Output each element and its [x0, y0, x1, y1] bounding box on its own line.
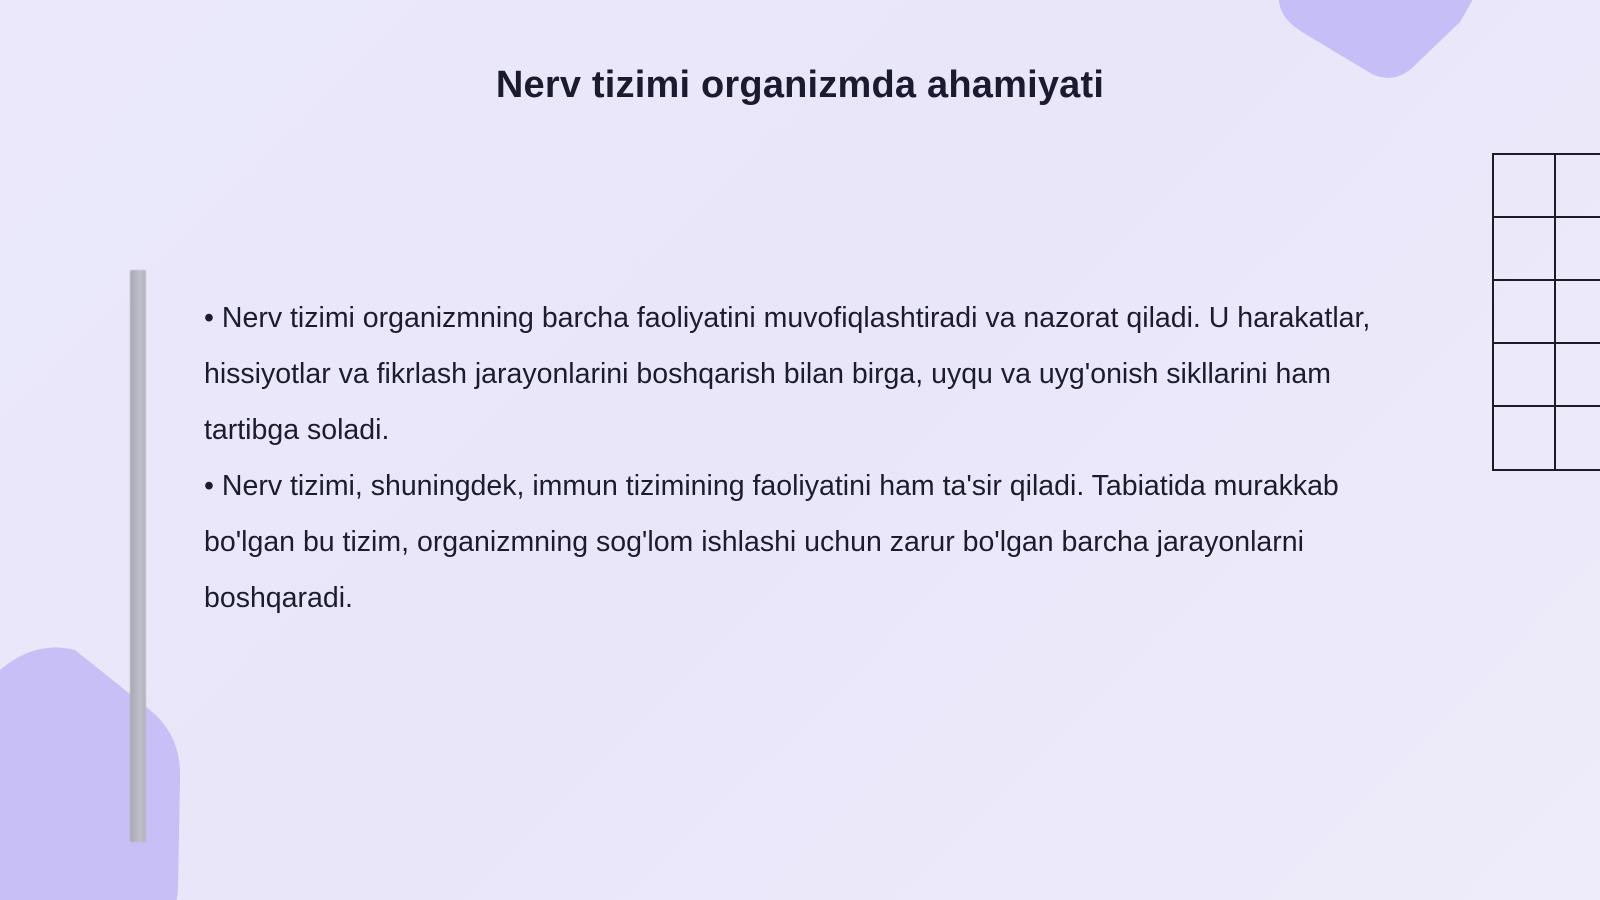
bullet-list — [204, 290, 1404, 626]
vertical-accent-bar — [130, 270, 146, 842]
bullet-item: • Nerv tizimi, shuningdek, immun tizimining faoliyatini ham ta'sir qiladi. Tabiatida murakkab bo'lgan bu tizim, organizmning sog'lom ishlashi uchun zarur bo'lgan barcha jarayonlarni boshqaradi. — [204, 470, 1339, 614]
grid-pattern-decoration — [1492, 153, 1600, 471]
bullet-item: • Nerv tizimi organizmning barcha faoliyatini muvofiqlashtiradi va nazorat qiladi. U harakatlar, hissiyotlar va fikrlash jarayonlarini boshqarish bilan birga, uyqu va uyg'onish sikllarini ham tartibga soladi. — [204, 302, 1371, 446]
hexagon-blob-bottom-left — [0, 640, 190, 900]
slide-title: Nerv tizimi organizmda ahamiyati — [495, 64, 1105, 106]
